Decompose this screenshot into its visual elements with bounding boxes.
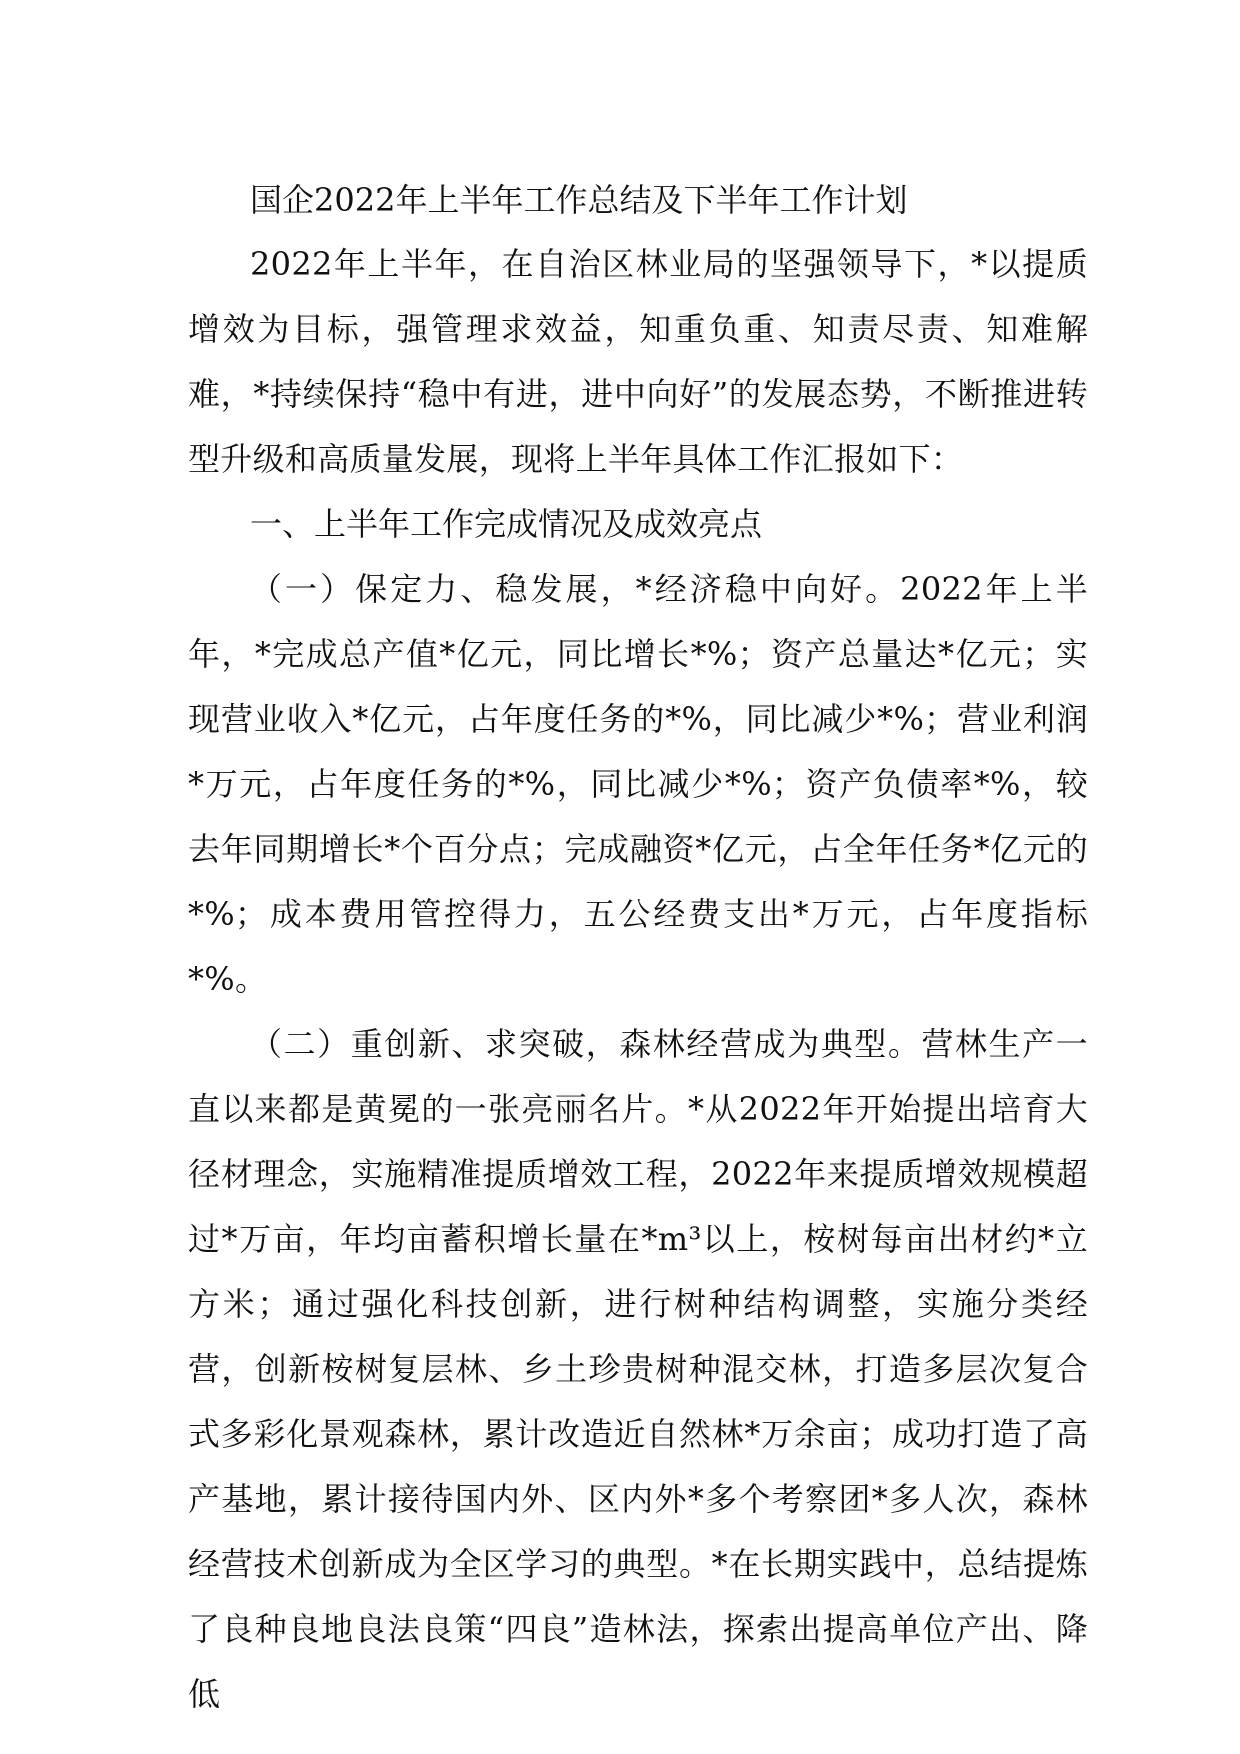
document-title: 国企2022年上半年工作总结及下半年工作计划	[250, 181, 908, 219]
intro-paragraph: 2022年上半年，在自治区林业局的坚强领导下，*以提质增效为目标，强管理求效益，知重负重、知责尽责、知难解难，*持续保持“稳中有进，进中向好”的发展态势，不断推进转型升级和高质量发展，现将上半年具体工作汇报如下：	[188, 245, 1088, 478]
item-1-paragraph: （一）保定力、稳发展，*经济稳中向好。2022年上半年，*完成总产值*亿元，同比增长*%；资产总量达*亿元；实现营业收入*亿元，占年度任务的*%，同比减少*%；营业利润*万元，占年度任务的*%，同比减少*%；资产负债率*%，较去年同期增长*个百分点；完成融资*亿元，占全年任务*亿元的*%；成本费用管控得力，五公经费支出*万元，占年度指标*%。	[188, 570, 1088, 998]
item-2-paragraph: （二）重创新、求突破，森林经营成为典型。营林生产一直以来都是黄冕的一张亮丽名片。*从2022年开始提出培育大径材理念，实施精准提质增效工程，2022年来提质增效规模超过*万亩，年均亩蓄积增长量在*m³以上，桉树每亩出材约*立方米；通过强化科技创新，进行树种结构调整，实施分类经营，创新桉树复层林、乡土珍贵树种混交林，打造多层次复合式多彩化景观森林，累计改造近自然林*万余亩；成功打造了高产基地，累计接待国内外、区内外*多个考察团*多人次，森林经营技术创新成为全区学习的典型。*在长期实践中，总结提炼了良种良地良法良策“四良”造林法，探索出提高单位产出、降低	[188, 1025, 1088, 1713]
document-body	[188, 168, 1088, 1727]
section-heading: 一、上半年工作完成情况及成效亮点	[250, 505, 763, 543]
